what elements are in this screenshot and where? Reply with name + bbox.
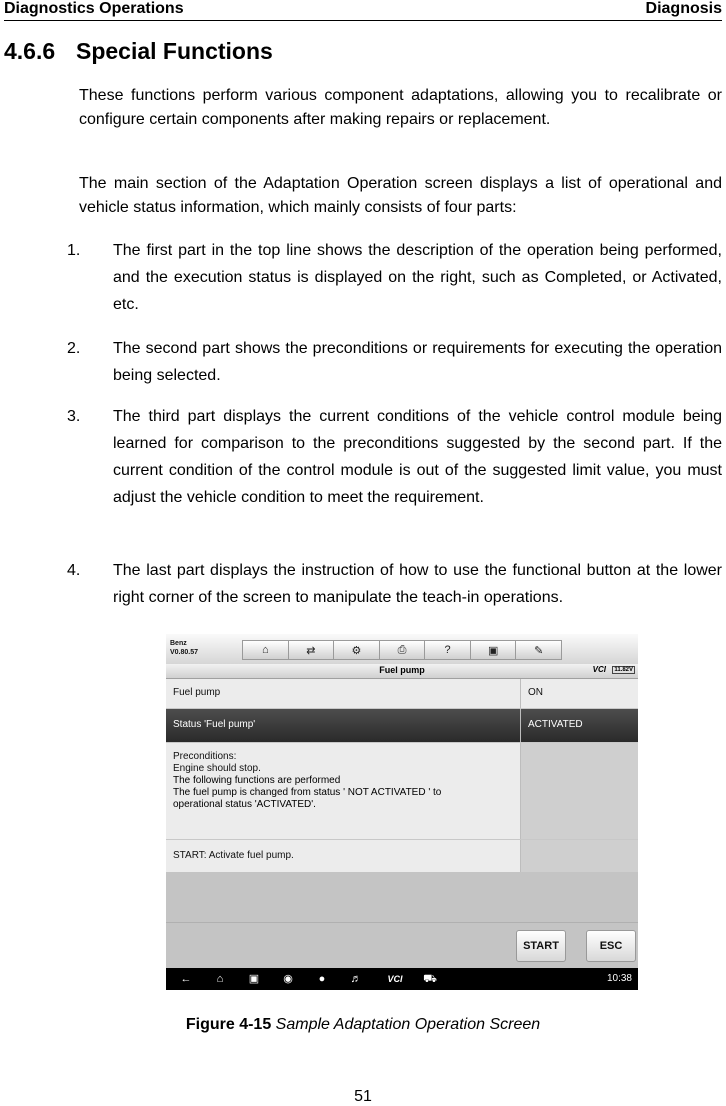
list-number: 2. <box>67 340 81 357</box>
row-label: Fuel pump <box>173 687 221 698</box>
row-value: ACTIVATED <box>528 719 583 730</box>
screen-title-bar <box>166 664 638 679</box>
list-text: The third part displays the current conditions of the vehicle control module being learned for comparison to the preconditions suggested by the second part. If the current condition of the control module is out of the suggested limit value, you must adjust the vehicle condition to meet the requirement. <box>113 408 722 506</box>
section-heading: Special Functions <box>76 38 273 64</box>
list-text: The last part displays the instruction of how to use the functional button at the lower right corner of the screen to manipulate the teach-in operations. <box>113 562 722 606</box>
vci-indicator: VCI <box>592 665 606 674</box>
volume-icon[interactable]: ♬ <box>350 973 362 985</box>
header-chapter: Diagnostics Operations <box>4 0 184 17</box>
vehicle-swap-button[interactable] <box>288 640 334 660</box>
section-title <box>4 38 273 65</box>
battery-voltage: 11.82V <box>614 667 633 673</box>
list-text: The second part shows the preconditions or requirements for executing the operation being selected. <box>113 340 722 384</box>
page-number: 51 <box>354 1088 372 1105</box>
row-value: ON <box>528 687 543 698</box>
start-button[interactable]: START <box>516 930 566 962</box>
save-button[interactable] <box>470 640 516 660</box>
save-icon: ▣ <box>487 644 499 657</box>
android-nav-bar <box>166 968 638 990</box>
empty-area <box>166 872 638 922</box>
car-icon[interactable]: ⛟ <box>423 973 437 985</box>
status-clock: 10:38 <box>606 973 632 984</box>
table-row-selected[interactable] <box>166 709 638 742</box>
screen-title: Fuel pump <box>379 665 425 675</box>
figure-caption <box>0 1016 726 1034</box>
vci-icon[interactable]: VCI <box>387 974 403 984</box>
list-number: 3. <box>67 408 81 425</box>
table-row[interactable] <box>166 679 638 708</box>
row-label: Status 'Fuel pump' <box>173 719 256 730</box>
home-icon[interactable]: ⌂ <box>216 973 224 985</box>
paragraph-intro: These functions perform various component adaptations, allowing you to recalibrate or configure certain components after making repairs or replacement. <box>79 87 722 128</box>
list-number: 4. <box>67 562 81 579</box>
print-button[interactable] <box>379 640 425 660</box>
page-header <box>4 0 722 21</box>
vehicle-brand <box>170 639 198 657</box>
vehicle-swap-icon: ⇄ <box>306 644 316 657</box>
start-instruction: START: Activate fuel pump. <box>173 850 294 861</box>
print-icon: ⎙ <box>397 643 407 656</box>
edit-button[interactable] <box>515 640 562 660</box>
top-toolbar <box>166 634 638 664</box>
recent-apps-icon[interactable]: ▣ <box>248 973 260 985</box>
start-instruction-row <box>166 840 638 872</box>
settings-icon: ⚙ <box>351 644 362 657</box>
help-button[interactable] <box>424 640 470 660</box>
list-number: 1. <box>67 242 81 259</box>
preconditions-text: Preconditions: Engine should stop. The following functions are performed The fuel pump is changed from status ' NOT ACTIVATED ' to operational status 'ACTIVATED'. <box>173 751 442 810</box>
software-version: V0.80.57 <box>170 649 199 656</box>
section-number: 4.6.6 <box>4 38 56 64</box>
home-button[interactable] <box>242 640 288 660</box>
home-icon: ⌂ <box>261 644 269 656</box>
figure-text: Sample Adaptation Operation Screen <box>275 1016 541 1033</box>
help-icon: ? <box>444 644 451 656</box>
back-icon[interactable]: ← <box>180 973 192 985</box>
settings-button[interactable] <box>333 640 379 660</box>
pen-icon: ✎ <box>534 644 544 657</box>
adaptation-screen <box>166 634 638 990</box>
function-button-bar <box>166 922 638 969</box>
browser-icon[interactable]: ◉ <box>283 973 293 985</box>
brand-name: Benz <box>170 640 187 647</box>
list-text: The first part in the top line shows the description of the operation being performed, and the execution status is displayed on the right, such as Completed, or Activated, etc. <box>113 242 722 313</box>
esc-button[interactable]: ESC <box>586 930 636 962</box>
figure-label: Figure 4-15 <box>185 1016 272 1033</box>
header-section: Diagnosis <box>645 0 722 17</box>
preconditions-row <box>166 743 638 839</box>
camera-icon[interactable]: ● <box>318 973 326 985</box>
paragraph-main-section: The main section of the Adaptation Operation screen displays a list of operational and vehicle status information, which mainly consists of four parts: <box>79 175 722 216</box>
